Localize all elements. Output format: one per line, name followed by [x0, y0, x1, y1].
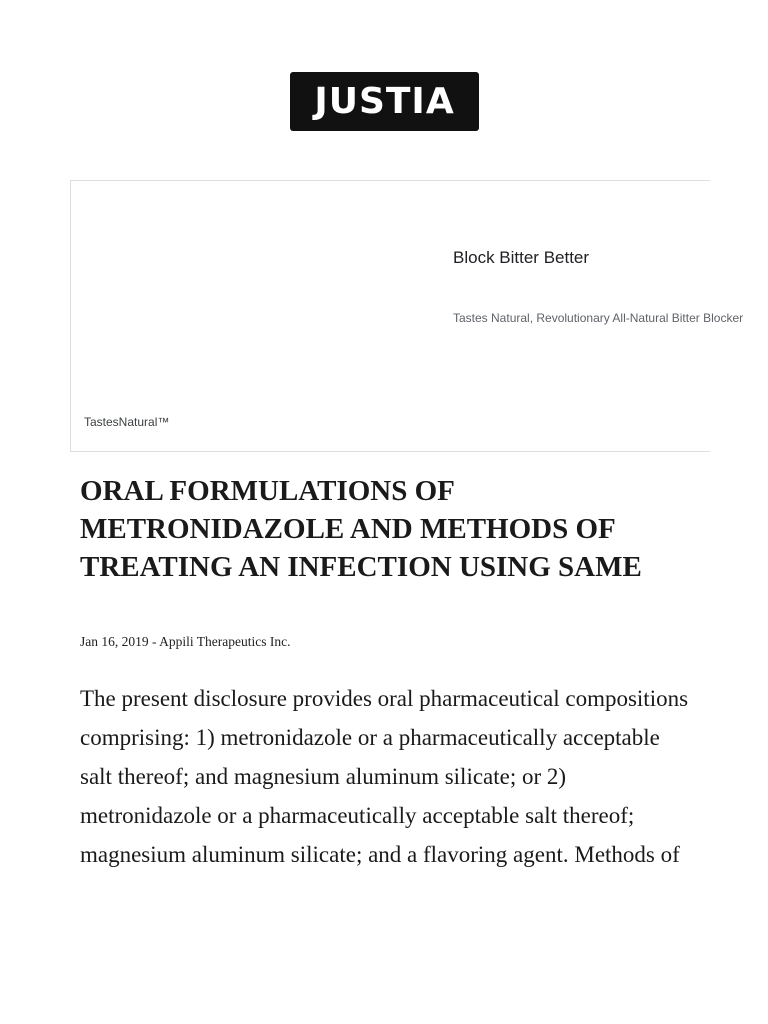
ad-headline[interactable]: Block Bitter Better	[453, 248, 590, 267]
advertisement-banner[interactable]	[70, 180, 744, 452]
patent-title: ORAL FORMULATIONS OF METRONIDAZOLE AND METHODS OF TREATING AN INFECTION USING SAME	[80, 475, 642, 583]
patent-date: Jan 16, 2019	[80, 634, 149, 649]
ad-advertiser[interactable]: TastesNatural™	[84, 415, 170, 429]
logo-text: JUSTIA	[314, 80, 455, 122]
patent-meta	[80, 634, 290, 650]
justia-logo[interactable]	[290, 72, 479, 131]
patent-abstract: The present disclosure provides oral pharmaceutical compositions comprising: 1) metronidazole or a pharmaceutically acceptable salt thereof; and magnesium aluminum silicate; or 2) metronidazole or a pharmaceutically acceptable salt thereof; magnesium aluminum silicate; and a flavoring agent. Methods of	[80, 686, 689, 867]
meta-separator: -	[148, 634, 160, 649]
ad-description[interactable]: Tastes Natural, Revolutionary All-Natural Bitter Blocker	[453, 311, 744, 325]
patent-assignee: Appili Therapeutics Inc.	[159, 634, 291, 649]
